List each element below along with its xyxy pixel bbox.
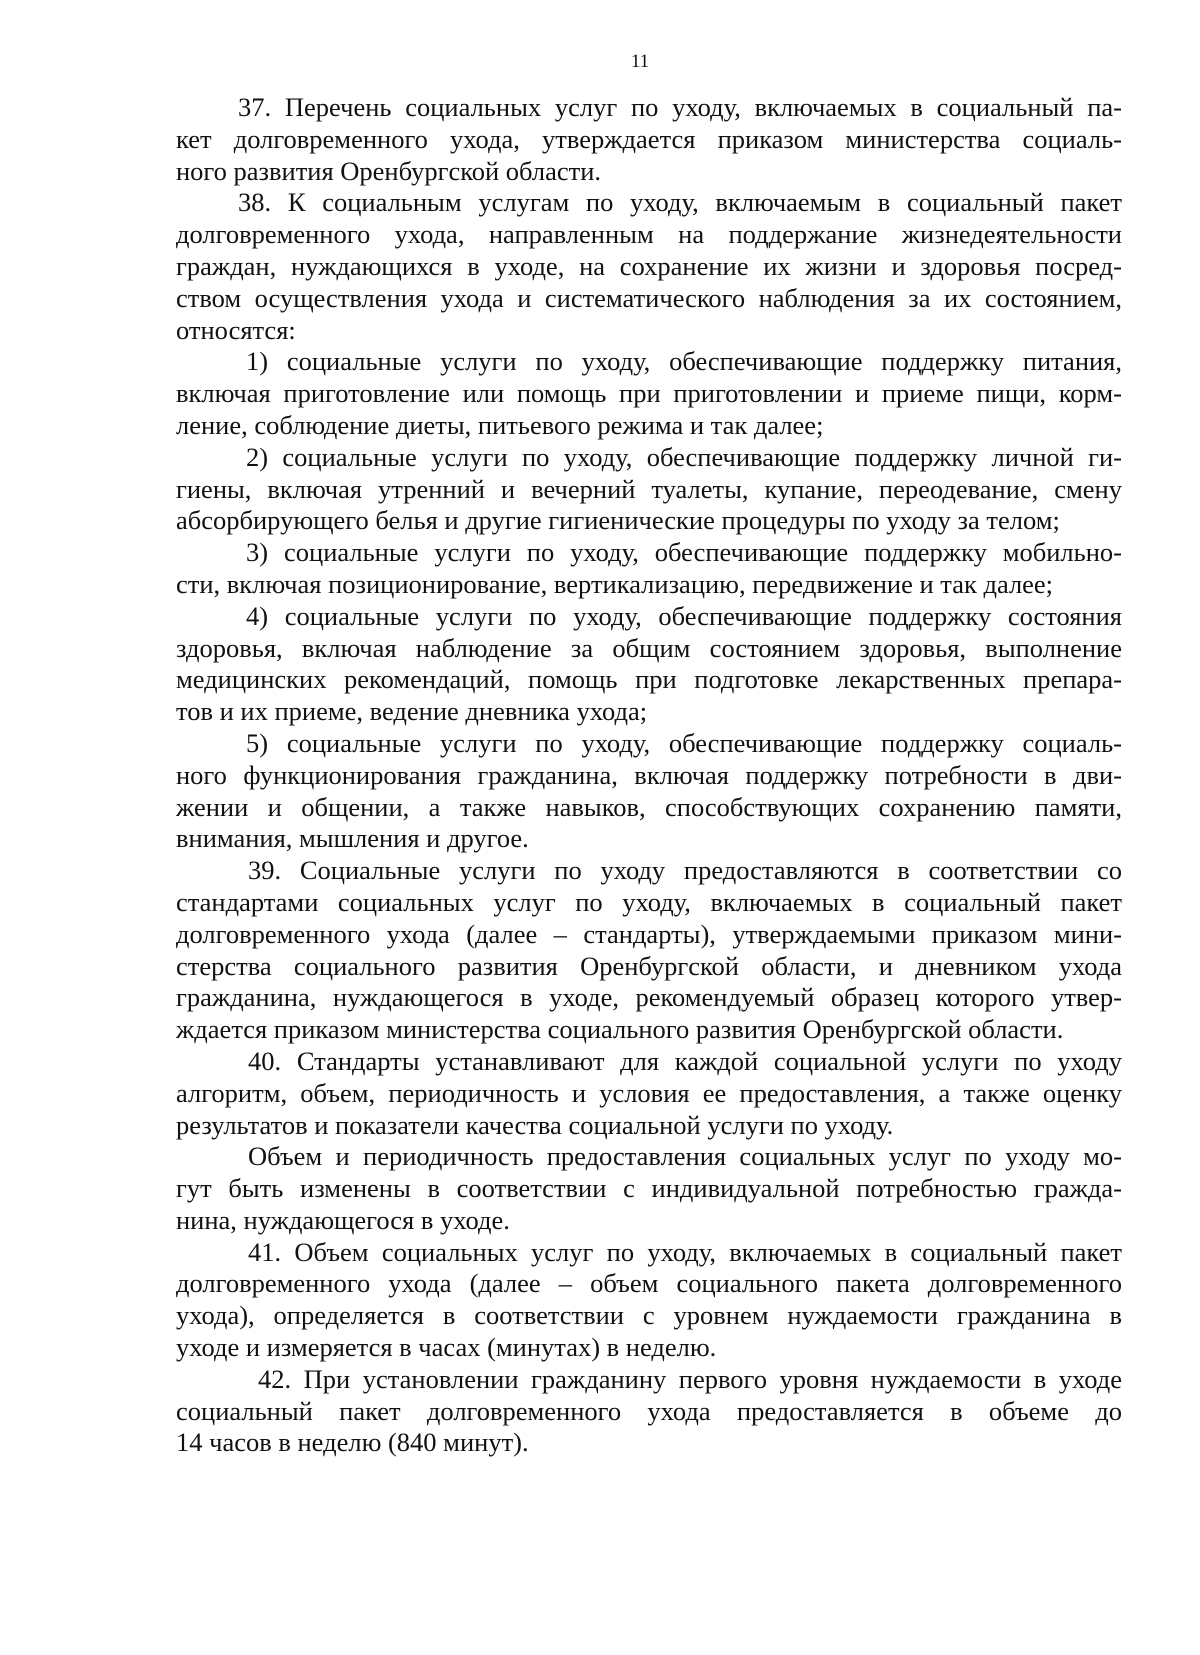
text-line: 14 часов в неделю (840 минут). [176, 1427, 529, 1458]
text-line: социальный пакет долговременного ухода предоставляется в объеме до [176, 1395, 1122, 1426]
text-line: нина, нуждающегося в уходе. [176, 1204, 510, 1235]
text-line: уходе и измеряется в часах (минутах) в неделю. [176, 1332, 717, 1363]
text-line: 38. К социальным услугам по уходу, включаемым в социальный пакет [238, 187, 1122, 218]
text-line: граждан, нуждающихся в уходе, на сохранение их жизни и здоровья посред- [176, 250, 1122, 281]
text-line: ного функционирования гражданина, включая поддержку потребности в дви- [176, 759, 1122, 790]
text-line: Объем и периодичность предоставления социальных услуг по уходу мо- [248, 1141, 1122, 1172]
text-line: медицинских рекомендаций, помощь при подготовке лекарственных препара- [176, 664, 1122, 695]
text-line: 2) социальные услуги по уходу, обеспечивающие поддержку личной ги- [246, 441, 1122, 472]
text-line: жении и общении, а также навыков, способствующих сохранению памяти, [176, 791, 1122, 822]
text-line: алгоритм, объем, периодичность и условия ее предоставления, а также оценку [176, 1077, 1122, 1108]
text-line: 39. Социальные услуги по уходу предоставляются в соответствии со [248, 855, 1122, 886]
text-line: 1) социальные услуги по уходу, обеспечивающие поддержку питания, [246, 346, 1122, 377]
text-line: ление, соблюдение диеты, питьевого режима и так далее; [176, 409, 824, 440]
text-line: гиены, включая утренний и вечерний туалеты, купание, переодевание, смену [176, 473, 1122, 504]
text-line: 40. Стандарты устанавливают для каждой социальной услуги по уходу [248, 1045, 1122, 1076]
text-line: стандартами социальных услуг по уходу, включаемых в социальный пакет [176, 886, 1122, 917]
text-line: кет долговременного ухода, утверждается приказом министерства социаль- [176, 123, 1122, 154]
text-line: 37. Перечень социальных услуг по уходу, включаемых в социальный па- [238, 92, 1122, 122]
text-line: 5) социальные услуги по уходу, обеспечивающие поддержку социаль- [246, 727, 1122, 758]
text-line: гут быть изменены в соответствии с индивидуальной потребностью гражда- [176, 1173, 1122, 1204]
text-line: абсорбирующего белья и другие гигиенические процедуры по уходу за телом; [176, 505, 1060, 536]
text-line: результатов и показатели качества социальной услуги по уходу. [176, 1109, 894, 1140]
text-line: долговременного ухода (далее – стандарты), утверждаемыми приказом мини- [176, 918, 1122, 949]
text-line: гражданина, нуждающегося в уходе, рекомендуемый образец которого утвер- [176, 982, 1122, 1013]
page-number: 11 [630, 51, 650, 72]
text-line: долговременного ухода, направленным на поддержание жизнедеятельности [176, 219, 1122, 250]
text-line: стерства социального развития Оренбургской области, и дневником ухода [176, 950, 1122, 981]
text-line: тов и их приеме, ведение дневника ухода; [176, 696, 648, 727]
text-line: 4) социальные услуги по уходу, обеспечивающие поддержку состояния [246, 600, 1122, 631]
text-line: ждается приказом министерства социального развития Оренбургской области. [176, 1014, 1064, 1045]
text-line: внимания, мышления и другое. [176, 823, 529, 854]
text-line: ного развития Оренбургской области. [176, 155, 601, 186]
text-line: здоровья, включая наблюдение за общим состоянием здоровья, выполнение [176, 632, 1122, 663]
text-line: включая приготовление или помощь при приготовлении и приеме пищи, корм- [176, 378, 1122, 409]
text-line: сти, включая позиционирование, вертикализацию, передвижение и так далее; [176, 568, 1054, 599]
text-line: 3) социальные услуги по уходу, обеспечивающие поддержку мобильно- [246, 537, 1122, 568]
text-line: долговременного ухода (далее – объем социального пакета долговременного [176, 1268, 1122, 1299]
text-line: 41. Объем социальных услуг по уходу, включаемых в социальный пакет [248, 1236, 1122, 1267]
text-line: относятся: [176, 314, 296, 345]
text-line: 42. При установлении гражданину первого уровня нуждаемости в уходе [258, 1363, 1122, 1394]
document-body [176, 92, 1122, 1459]
text-line: ством осуществления ухода и систематического наблюдения за их состоянием, [176, 282, 1122, 313]
text-line: ухода), определяется в соответствии с уровнем нуждаемости гражданина в [176, 1300, 1122, 1331]
